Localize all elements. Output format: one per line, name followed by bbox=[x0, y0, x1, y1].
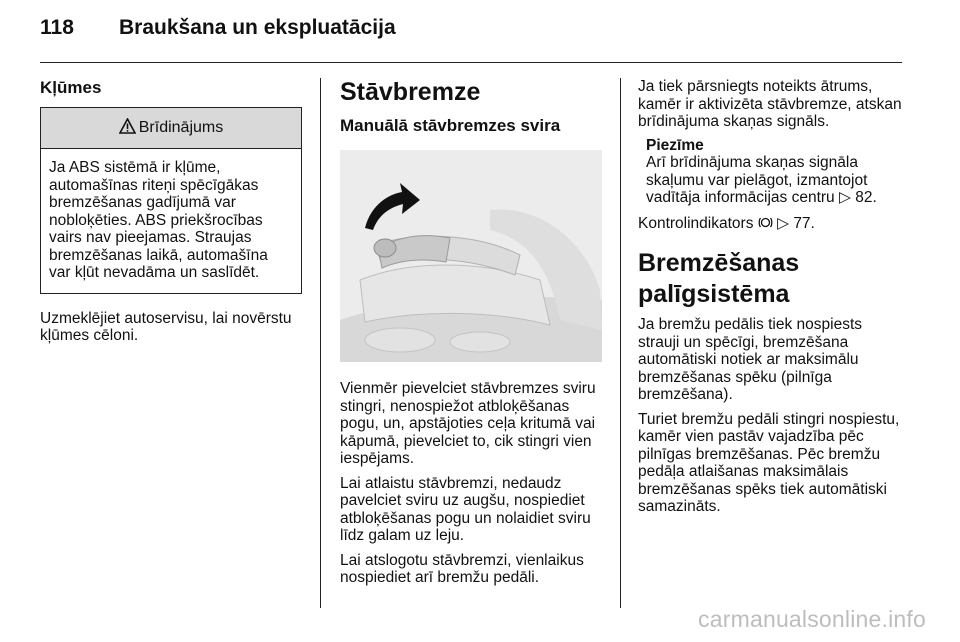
page-number: 118 bbox=[40, 16, 74, 39]
column-divider bbox=[320, 78, 321, 608]
warning-icon bbox=[119, 118, 139, 139]
body-text: Lai atlaistu stāvbremzi, nedaudz pavelciet sviru uz augšu, nospiediet atbloķēšanas pogu un nolaidiet sviru līdz galam uz leju. bbox=[340, 474, 591, 544]
section-title: Kļūmes bbox=[40, 78, 102, 97]
warning-text: Ja ABS sistēmā ir kļūme, automašīnas riteņi spēcīgākas bremzēšanas gadījumā var nobloķēties. ABS priekšrocības vairs nav pieejamas. Straujas bremzēšanas laikā, automašīna var kļūt nevadāma un saslīdēt. bbox=[49, 159, 268, 281]
indicator-text: Kontrolindikators bbox=[638, 214, 754, 232]
page-title: Braukšana un ekspluatācija bbox=[119, 16, 396, 39]
column-2 bbox=[340, 78, 606, 594]
section-heading: Bremzēšanas palīgsistēma bbox=[638, 249, 800, 308]
body-text: Vienmēr pievelciet stāvbremzes sviru stingri, nenospiežot atbloķēšanas pogu, un, apstājoties ceļa kritumā vai kāpumā, pievelciet to, cik stingri vien iespējams. bbox=[340, 380, 596, 467]
warning-header bbox=[41, 108, 301, 149]
indicator-line bbox=[638, 215, 904, 233]
page-ref: 82. bbox=[855, 189, 877, 206]
note bbox=[646, 137, 904, 207]
note-text: Arī brīdinājuma skaņas signāla skaļumu var pielāgot, izmantojot vadītāja informācijas centru bbox=[646, 154, 868, 206]
body-text: Ja bremžu pedālis tiek nospiests strauji un spēcīgi, bremzēšana automātiski notiek ar maksimālu bremzēšanas spēku (pilnīga bremzēšana). bbox=[638, 316, 863, 403]
body-text: Turiet bremžu pedāli stingri nospiestu, kamēr vien pastāv vajadzība pēc pilnīgas bremzēšanas. Pēc bremžu pedāļa atlaišanas maksimālais bremzēšanas spēks tiek automātiski samazināts. bbox=[638, 410, 900, 515]
header-rule bbox=[40, 62, 902, 63]
body-text: Ja tiek pārsniegts noteikts ātrums, kamēr ir aktivizēta stāvbremze, atskan brīdinājuma skaņas signāls. bbox=[638, 78, 902, 130]
brake-indicator-icon bbox=[758, 215, 777, 232]
page-ref: 77. bbox=[793, 214, 815, 232]
column-divider bbox=[620, 78, 621, 608]
section-heading: Stāvbremze bbox=[340, 78, 481, 106]
body-text: Uzmeklējiet autoservisu, lai novērstu kļūmes cēloni. bbox=[40, 309, 292, 344]
warning-box bbox=[40, 107, 302, 294]
subsection-heading: Manuālā stāvbremzes svira bbox=[340, 116, 561, 135]
parking-brake-illustration bbox=[340, 150, 602, 362]
column-1 bbox=[40, 78, 302, 345]
body-text: Lai atslogotu stāvbremzi, vienlaikus nospiediet arī bremžu pedāli. bbox=[340, 551, 584, 586]
page-ref-icon: ▷ bbox=[777, 214, 789, 232]
warning-title: Brīdinājums bbox=[138, 119, 224, 136]
column-3 bbox=[638, 78, 904, 523]
page-ref-icon: ▷ bbox=[838, 189, 851, 206]
note-title: Piezīme bbox=[646, 136, 704, 154]
watermark: carmanualsonline.info bbox=[698, 606, 926, 632]
